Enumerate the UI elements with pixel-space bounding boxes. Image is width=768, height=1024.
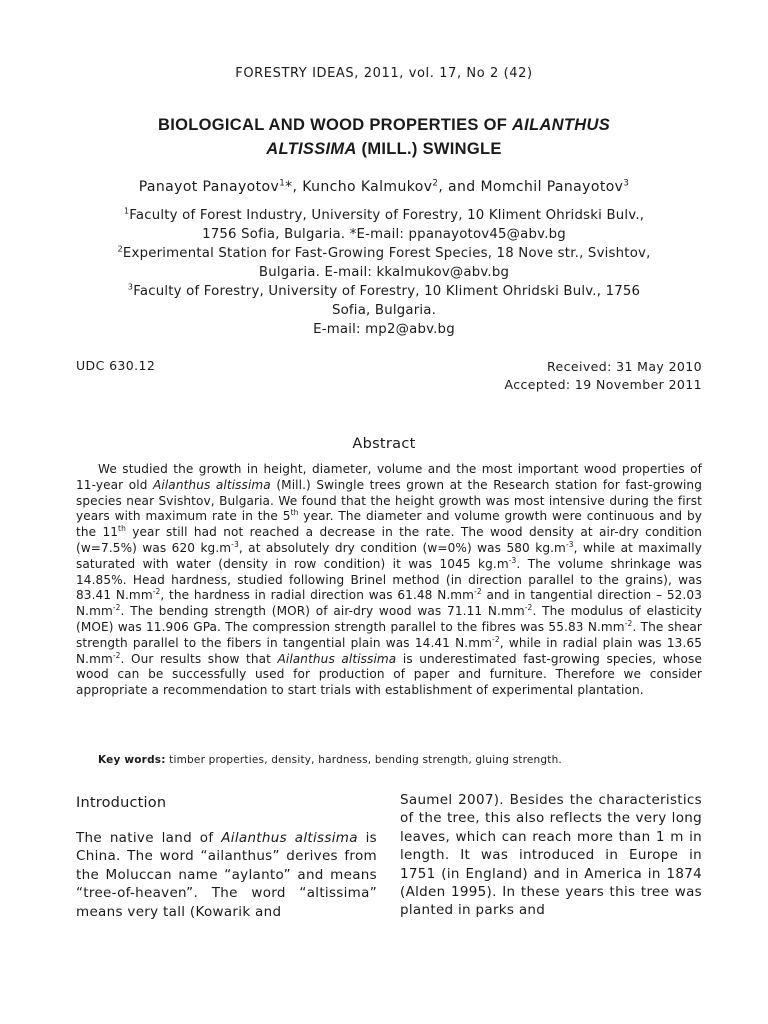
abstract-text: and in tangential direction – 52.03 N.mm (76, 588, 702, 619)
affiliation-line (40, 244, 728, 263)
abstract-text: , at absolutely dry condition (w=0%) was 580 kg.m (238, 540, 566, 555)
species-name: Ailanthus altissima (277, 651, 397, 666)
superscript: -2 (624, 618, 633, 628)
journal-header: FORESTRY IDEAS, 2011, vol. 17, No 2 (42) (235, 66, 533, 81)
author-separator: , and (438, 179, 481, 195)
affiliation-line (40, 282, 728, 301)
author-sup: 2 (432, 178, 439, 189)
abstract-text: . The volume shrinkage was 14.85%. Head hardness, studied following Brinel method (in direction parallel to the grains), was 83.41 N.mm (76, 556, 702, 603)
abstract-text: , while at maximally saturated with water (density in row condition) it was 1045 kg.m (76, 540, 702, 571)
superscript: -2 (112, 603, 121, 613)
left-column (76, 795, 377, 921)
keywords-label: Key words: (98, 754, 166, 766)
submission-dates (504, 358, 702, 394)
affiliation-text: Experimental Station for Fast-Growing Forest Species, 18 Nove str., Svishtov, (122, 246, 651, 261)
abstract-text: We studied the growth in height, diameter, volume and the most important wood properties of 11-year old (76, 462, 702, 492)
paper-title (80, 113, 688, 161)
abstract-text: . Our results show that (120, 651, 278, 666)
abstract-text: , the hardness in radial direction was 61.48 N.mm (160, 588, 475, 603)
author-list (40, 179, 728, 195)
superscript: -2 (112, 650, 121, 660)
superscript: -2 (152, 587, 161, 597)
udc-code: UDC 630.12 (76, 358, 156, 373)
affiliation-text: Faculty of Forest Industry, University of Forestry, 10 Kliment Ohridski Bulv., (129, 208, 645, 223)
author-name: Panayot Panayotov (138, 179, 280, 195)
affiliation-line (40, 206, 728, 225)
species-name: Ailanthus altissima (153, 477, 271, 492)
superscript: -2 (492, 634, 500, 644)
superscript: -2 (474, 587, 482, 597)
affiliation-line: E-mail: mp2@abv.bg (313, 322, 455, 337)
abstract-text: year still had not reached a decrease in the rate. The wood density at air-dry condition (w=7.5%) was 620 kg.m (76, 525, 702, 555)
superscript: th (118, 524, 126, 534)
affiliation-line: 1756 Sofia, Bulgaria. *E-mail: ppanayotov45@abv.bg (202, 227, 566, 242)
right-column (400, 791, 702, 920)
affiliation-sup: 1 (123, 205, 130, 216)
superscript: -2 (524, 603, 533, 613)
author-sup: 1 (279, 178, 286, 189)
abstract-paragraph (76, 462, 702, 699)
keywords-text: timber properties, density, hardness, bending strength, gluing strength. (165, 754, 562, 766)
species-name: Ailanthus altissima (221, 830, 358, 846)
accepted-date: Accepted: 19 November 2011 (504, 377, 702, 392)
author-name: Kuncho Kalmukov (302, 179, 433, 195)
author-separator: *, (285, 179, 303, 195)
superscript: th (290, 508, 299, 518)
title-part: (MILL.) SWINGLE (356, 140, 502, 158)
introduction-paragraph (76, 829, 377, 921)
title-species: ALTISSIMA (266, 140, 357, 158)
body-text: is China. The word “ailanthus” derives from the Moluccan name “aylanto” and means “tree-of-heaven”. The word “altissima” means very tall (Kowarik and (76, 830, 377, 920)
title-genus: AILANTHUS (511, 116, 610, 134)
superscript: -3 (231, 539, 239, 549)
affiliation-line: Bulgaria. E-mail: kkalmukov@abv.bg (258, 265, 510, 280)
author-name: Momchil Panayotov (480, 179, 624, 195)
abstract-text: , while in radial plain was 13.65 N.mm (76, 635, 702, 666)
abstract-text: (Mill.) Swingle trees grown at the Research station for fast-growing species near Svishtov, Bulgaria. We found that the height growth was most intensive during the first years with maximum rate in the 5 (76, 477, 702, 524)
title-part: BIOLOGICAL AND WOOD PROPERTIES OF (158, 116, 512, 134)
abstract-heading: Abstract (352, 436, 416, 452)
superscript: -3 (565, 539, 574, 549)
affiliation-line: Sofia, Bulgaria. (331, 303, 437, 318)
keywords (98, 754, 698, 766)
introduction-heading: Introduction (76, 795, 167, 811)
received-date: Received: 31 May 2010 (547, 359, 702, 374)
abstract-body (76, 462, 702, 699)
abstract-text: . The bending strength (MOR) of air-dry wood was 71.11 N.mm (120, 604, 525, 619)
affiliation-sup: 3 (127, 281, 134, 292)
superscript: -3 (508, 555, 517, 565)
body-text: The native land of (76, 830, 222, 846)
introduction-continuation: Saumel 2007). Besides the characteristics of the tree, this also reflects the very long leaves, which can reach more than 1 m in length. It was introduced in Europe in 1751 (in England) and in America in 1874 (Alden 1995). In these years this tree was planted in parks and (400, 792, 702, 919)
affiliation-sup: 2 (117, 243, 123, 254)
abstract-text: . The shear strength parallel to the fibers in tangential plain was 14.41 N.mm (76, 619, 702, 650)
affiliations (40, 206, 728, 339)
abstract-text: is underestimated fast-growing species, whose wood can be successfully used for production of paper and furniture. Therefore we consider appropriate a recommendation to start trials with establishment of experimental plantation. (76, 651, 702, 698)
affiliation-text: Faculty of Forestry, University of Forestry, 10 Kliment Ohridski Bulv., 1756 (133, 284, 641, 299)
abstract-text: year. The diameter and volume growth were continuous and by the 11 (76, 509, 702, 540)
abstract-text: . The modulus of elasticity (MOE) was 11.906 GPa. The compression strength parallel to the fibres was 55.83 N.mm (76, 604, 702, 634)
author-sup: 3 (623, 178, 630, 189)
